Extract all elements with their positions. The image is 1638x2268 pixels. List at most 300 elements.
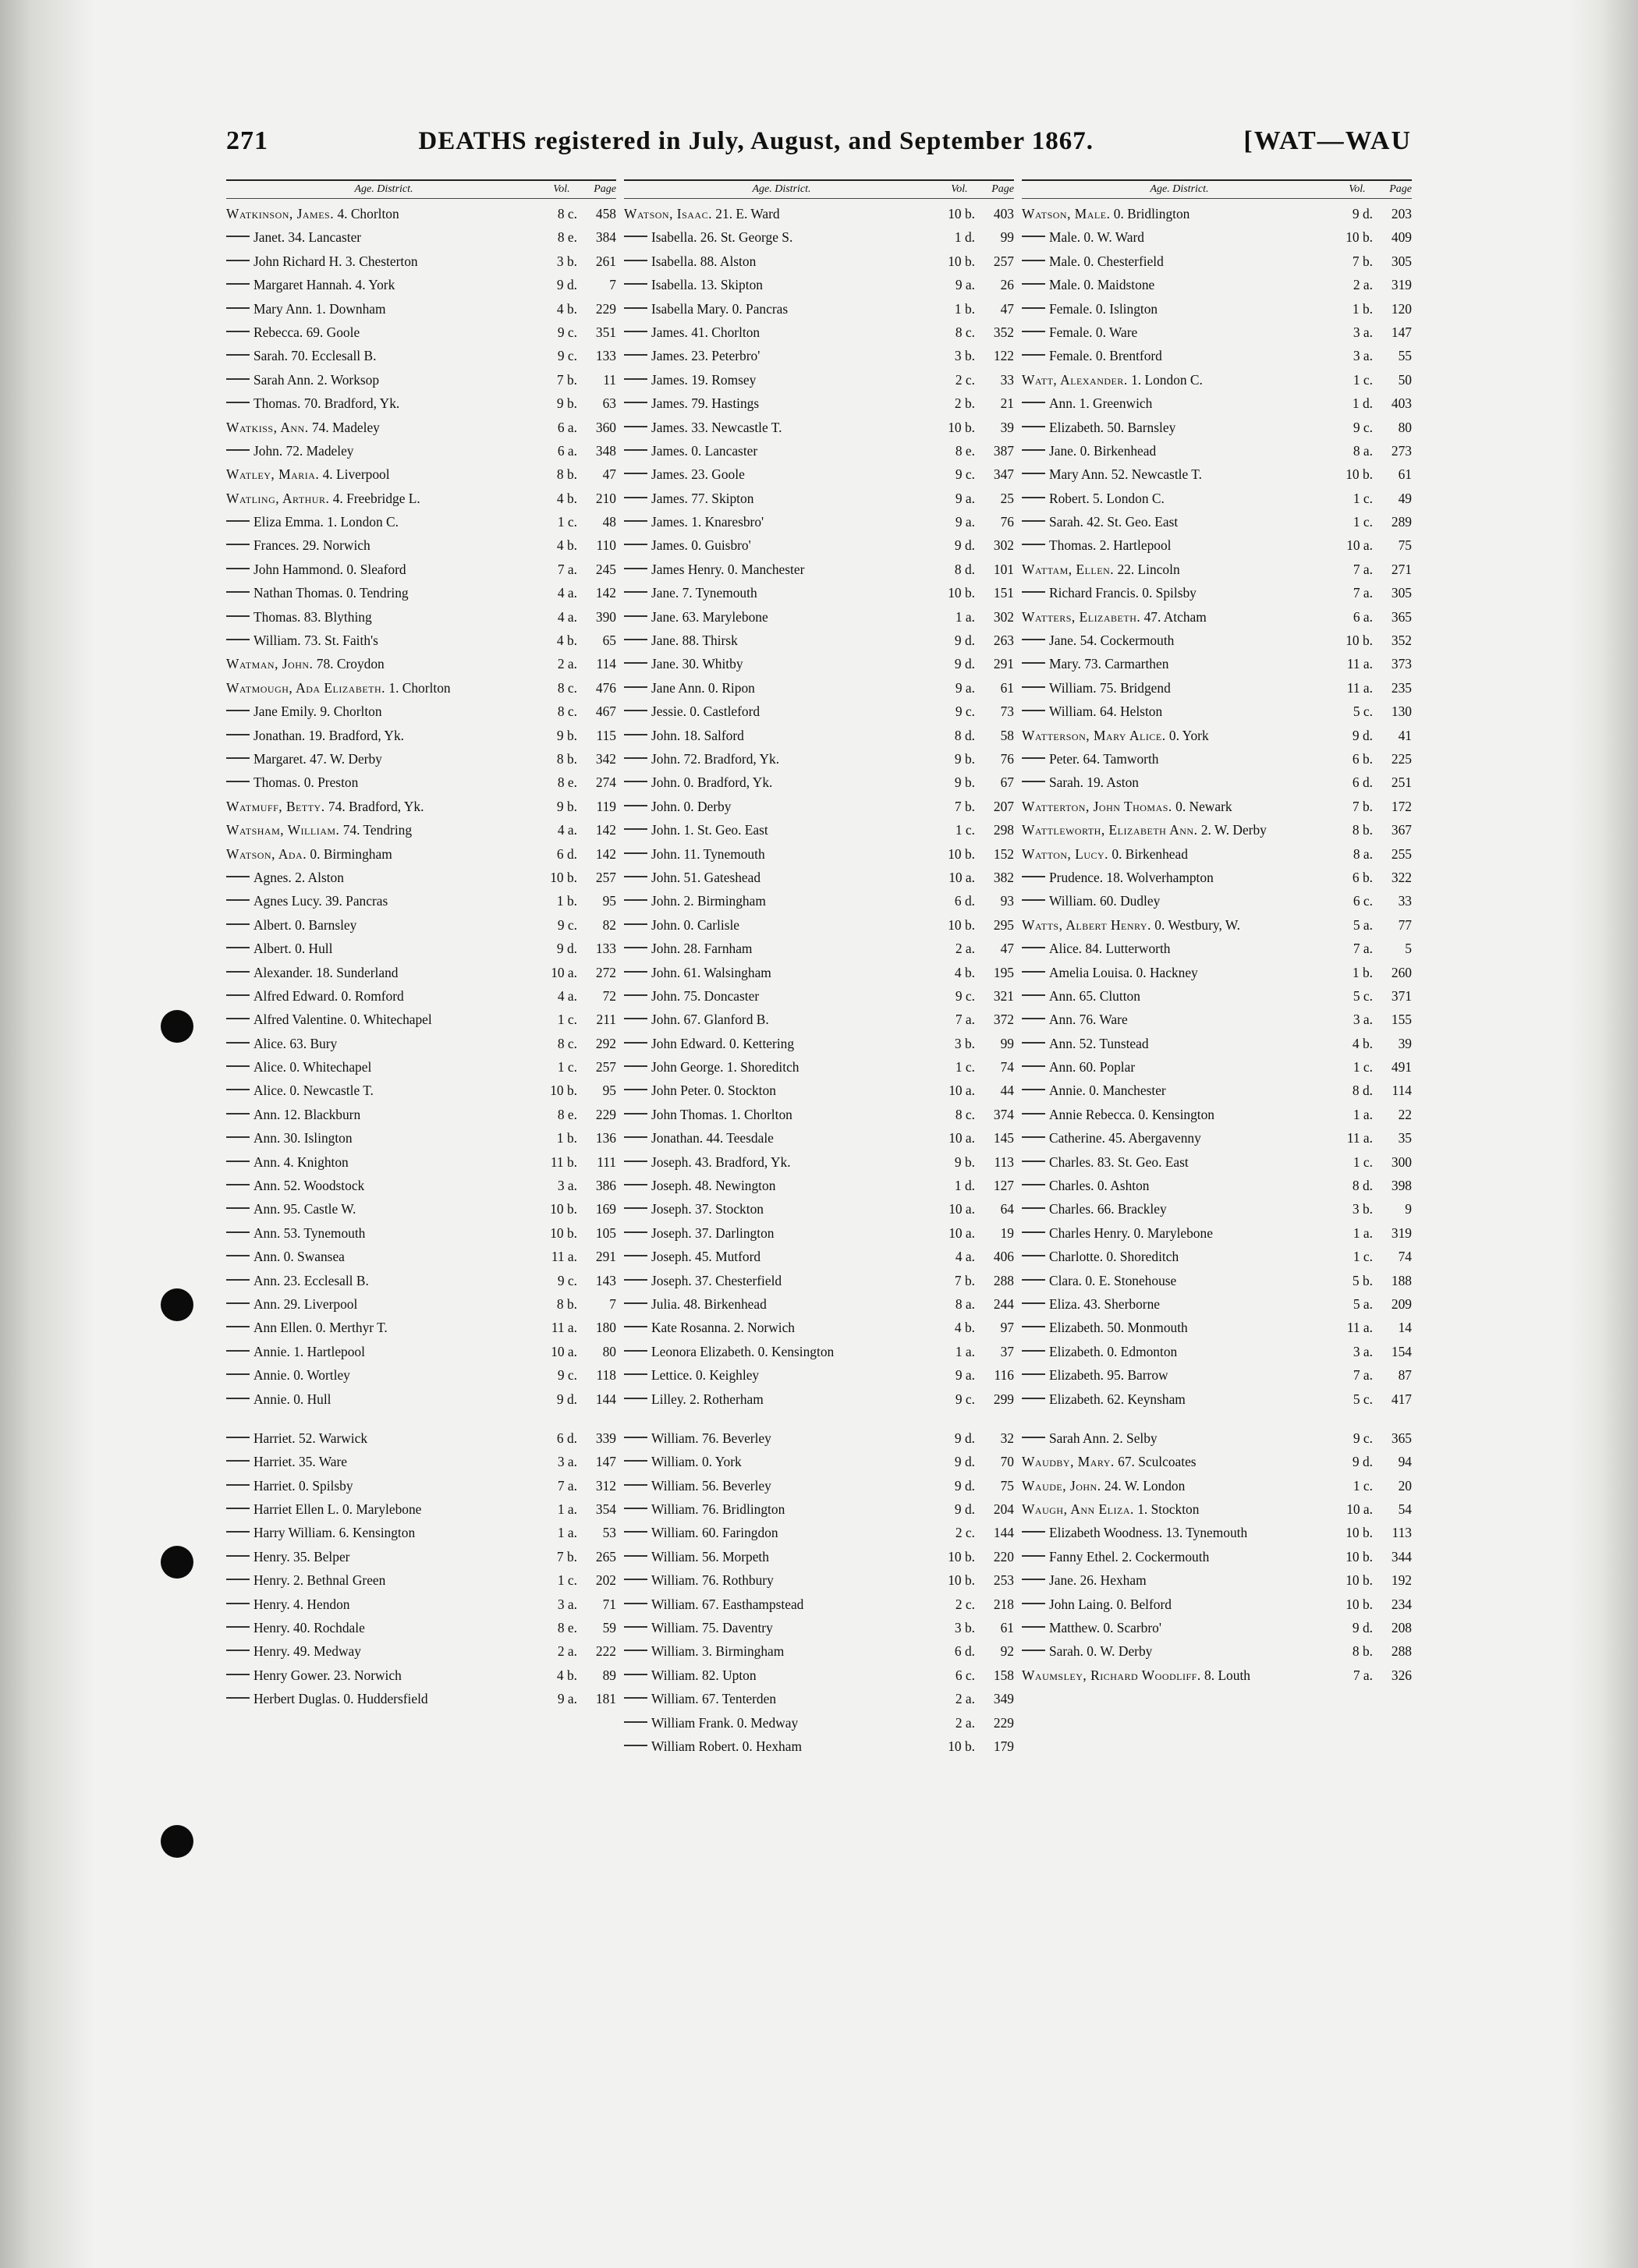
entry-surname: Waude, John. [1022, 1477, 1101, 1494]
register-entry [1022, 510, 1412, 533]
entry-volume: 3 b. [1352, 1201, 1373, 1217]
entry-name [624, 321, 934, 344]
entry-page: 365 [1391, 608, 1412, 625]
entry-name [226, 1055, 537, 1079]
entry-page: 229 [595, 1106, 616, 1122]
entry-detail: Charles. 0. Ashton [1049, 1178, 1150, 1194]
ditto-dash [624, 1460, 647, 1462]
entry-volume: 9 c. [557, 1272, 577, 1288]
register-entry [1022, 1197, 1412, 1221]
ditto-dash [624, 236, 647, 237]
ditto-dash [1022, 307, 1045, 309]
entry-name [1022, 225, 1332, 249]
entry-page: 347 [993, 466, 1014, 483]
register-entry [1022, 1593, 1412, 1616]
entry-page: 142 [595, 845, 616, 862]
register-entry [624, 1103, 1014, 1126]
entry-name [1022, 1316, 1332, 1339]
entries-top [226, 202, 616, 1411]
entry-page: 367 [1391, 822, 1412, 838]
entry-name [1022, 1292, 1332, 1316]
entry-name [624, 1568, 934, 1592]
entry-detail: William. 60. Dudley [1049, 893, 1161, 909]
entry-volume: 6 c. [1353, 893, 1373, 909]
ditto-dash [1022, 449, 1045, 451]
entry-page: 61 [1398, 466, 1412, 483]
entry-detail: John. 0. Carlisle [651, 916, 740, 933]
entry-name [1022, 1521, 1332, 1544]
ditto-dash [624, 1437, 647, 1438]
register-entry [226, 1150, 616, 1174]
entry-volume: 10 a. [1346, 537, 1373, 554]
entry-page: 211 [596, 1012, 616, 1028]
omitted-entries [226, 1411, 616, 1426]
register-entry [1022, 487, 1412, 510]
column-header: Age. District. Vol. Page [624, 179, 1014, 199]
register-entry [226, 533, 616, 557]
ditto-dash [1022, 1065, 1045, 1067]
entry-name [226, 1269, 537, 1292]
entry-page: 50 [1398, 371, 1412, 388]
entry-name [1022, 202, 1332, 225]
entry-volume: 3 a. [1353, 1343, 1373, 1359]
entry-volume: 9 b. [954, 750, 975, 767]
register-entry [624, 1174, 1014, 1197]
entry-surname: Watsham, William. [226, 822, 340, 838]
entry-name [226, 984, 537, 1008]
ditto-dash [1022, 876, 1045, 877]
entry-detail: Eliza. 43. Sherborne [1049, 1295, 1160, 1312]
entry-page: 118 [596, 1367, 616, 1384]
entry-name [226, 1316, 537, 1339]
entry-name [624, 984, 934, 1008]
entry-detail: Lilley. 2. Rotherham [651, 1391, 764, 1407]
register-entry [1022, 1639, 1412, 1663]
entry-name [226, 368, 537, 392]
entry-page: 143 [595, 1272, 616, 1288]
entry-detail: Rebecca. 69. Goole [254, 324, 360, 340]
ditto-dash [624, 1650, 647, 1651]
ditto-dash [226, 568, 250, 569]
entry-page: 116 [994, 1367, 1014, 1384]
register-entry [624, 1079, 1014, 1102]
register-entry [1022, 321, 1412, 344]
register-entry [1022, 629, 1412, 652]
ditto-dash [1022, 520, 1045, 522]
ditto-dash [226, 971, 250, 973]
entry-name [226, 1545, 537, 1568]
entry-surname: Watkiss, Ann. [226, 419, 309, 435]
register-entry [226, 652, 616, 675]
entry-volume: 10 b. [948, 845, 975, 862]
entry-name [624, 818, 934, 842]
entry-name [624, 1197, 934, 1221]
entry-page: 136 [595, 1130, 616, 1146]
register-entry [1022, 1497, 1412, 1521]
register-entry [624, 510, 1014, 533]
entry-volume: 1 d. [954, 229, 975, 246]
entry-page: 458 [595, 206, 616, 221]
ditto-dash [624, 710, 647, 711]
entry-volume: 9 d. [954, 633, 975, 649]
entry-page: 61 [1000, 679, 1014, 696]
ditto-dash [1022, 686, 1045, 688]
entry-page: 22 [1398, 1106, 1412, 1122]
entry-volume: 1 a. [1353, 1224, 1373, 1241]
entry-volume: 9 c. [955, 987, 975, 1004]
entry-volume: 7 a. [557, 1477, 577, 1494]
entry-detail: Alice. 84. Lutterworth [1049, 941, 1171, 957]
entry-detail: Sarah Ann. 2. Selby [1049, 1430, 1158, 1446]
register-entry [624, 581, 1014, 604]
ditto-dash [226, 1018, 250, 1019]
register-entry [226, 700, 616, 723]
entry-surname: Watt, Alexander. [1022, 371, 1128, 388]
register-entry [226, 439, 616, 462]
entry-page: 229 [595, 300, 616, 317]
register-entry [226, 273, 616, 296]
ditto-dash [226, 307, 250, 309]
entry-detail: Albert. 0. Barnsley [254, 916, 357, 933]
ditto-dash [624, 1113, 647, 1115]
ditto-dash [226, 1398, 250, 1399]
entry-volume: 9 a. [955, 277, 975, 293]
register-entry [226, 747, 616, 771]
entry-name [226, 250, 537, 273]
entry-detail: Henry Gower. 23. Norwich [254, 1667, 402, 1683]
entry-name [1022, 676, 1332, 700]
entry-name [624, 700, 934, 723]
entry-volume: 2 c. [955, 1525, 975, 1541]
entry-volume: 10 b. [948, 206, 975, 221]
ditto-dash [226, 1626, 250, 1628]
entry-volume: 1 a. [557, 1501, 577, 1518]
entry-page: 257 [595, 869, 616, 885]
entry-volume: 11 a. [1346, 679, 1373, 696]
entry-page: 382 [993, 869, 1014, 885]
entries-top [624, 202, 1014, 1411]
ditto-dash [1022, 473, 1045, 474]
entry-detail: John. 61. Walsingham [651, 964, 771, 980]
entry-detail: 1. London C. [1131, 371, 1203, 388]
register-entry [1022, 439, 1412, 462]
entry-name [1022, 462, 1332, 486]
entry-name [226, 1521, 537, 1544]
entry-volume: 4 b. [954, 964, 975, 980]
register-entry [1022, 392, 1412, 415]
entry-detail: Joseph. 45. Mutford [651, 1249, 761, 1265]
ditto-dash [1022, 994, 1045, 996]
entry-volume: 3 a. [557, 1454, 577, 1470]
ditto-dash [226, 1207, 250, 1209]
entry-name [624, 1450, 934, 1473]
register-entry [624, 1735, 1014, 1758]
register-entry [1022, 462, 1412, 486]
entry-volume: 7 a. [557, 561, 577, 577]
register-entry [1022, 1474, 1412, 1497]
entry-volume: 8 b. [1352, 1643, 1373, 1660]
entry-detail: Lettice. 0. Keighley [651, 1367, 760, 1384]
ditto-dash [1022, 947, 1045, 948]
entry-detail: 0. York [1168, 727, 1209, 743]
entry-detail: Mary Ann. 1. Downham [254, 300, 386, 317]
entry-name [226, 392, 537, 415]
entry-volume: 1 c. [1353, 371, 1373, 388]
ditto-dash [624, 1231, 647, 1233]
entry-detail: Annie. 1. Hartlepool [254, 1343, 365, 1359]
register-entry [226, 1221, 616, 1245]
ditto-dash [1022, 1579, 1045, 1580]
ditto-dash [624, 402, 647, 403]
entry-name [624, 866, 934, 889]
register-entry [226, 1103, 616, 1126]
ditto-dash [624, 1255, 647, 1256]
entry-volume: 3 b. [954, 1620, 975, 1636]
entry-surname: Watling, Arthur. [226, 490, 330, 506]
column-3 [1022, 179, 1412, 2207]
entry-name [226, 1687, 537, 1710]
entry-detail: Isabella Mary. 0. Pancras [651, 300, 789, 317]
register-entry [226, 1497, 616, 1521]
entry-volume: 10 b. [948, 419, 975, 435]
entry-name [624, 937, 934, 960]
ditto-dash [624, 1626, 647, 1628]
entry-page: 72 [602, 987, 616, 1004]
entry-name [226, 273, 537, 296]
entry-page: 188 [1391, 1272, 1412, 1288]
entry-surname: Watmuff, Betty. [226, 798, 325, 814]
entry-detail: Ann. 52. Woodstock [254, 1178, 365, 1194]
entry-volume: 1 c. [1353, 490, 1373, 506]
entry-volume: 10 b. [1346, 1548, 1373, 1565]
entry-name [624, 416, 934, 439]
entry-page: 49 [1398, 490, 1412, 506]
register-entry [226, 344, 616, 367]
ditto-dash [624, 1279, 647, 1281]
register-entry [1022, 1245, 1412, 1268]
entry-page: 142 [595, 585, 616, 601]
entry-detail: 74. Bradford, Yk. [328, 798, 424, 814]
register-entry [1022, 724, 1412, 747]
entry-volume: 7 a. [1353, 1367, 1373, 1384]
entry-detail: 0. Bridlington [1113, 206, 1190, 221]
ditto-dash [624, 307, 647, 309]
scan-edge-right [1568, 0, 1638, 2268]
entry-volume: 9 c. [1353, 1430, 1373, 1446]
ditto-dash [1022, 1603, 1045, 1604]
register-entry [624, 629, 1014, 652]
entry-name [624, 1711, 934, 1735]
entry-page: 99 [1000, 1035, 1014, 1051]
entry-detail: Albert. 0. Hull [254, 941, 333, 957]
register-entry [624, 1055, 1014, 1079]
entry-page: 344 [1391, 1548, 1412, 1565]
entry-detail: Annie. 0. Hull [254, 1391, 332, 1407]
entry-name [226, 533, 537, 557]
entry-volume: 9 d. [1352, 727, 1373, 743]
entry-volume: 4 a. [557, 585, 577, 601]
register-entry [226, 1426, 616, 1450]
entry-page: 289 [1391, 514, 1412, 530]
entry-page: 302 [993, 537, 1014, 554]
register-entry [1022, 297, 1412, 321]
entry-detail: Jane. 7. Tynemouth [651, 585, 757, 601]
register-entry [624, 558, 1014, 581]
entry-volume: 9 d. [954, 1454, 975, 1470]
ditto-dash [226, 1555, 250, 1557]
ditto-dash [1022, 1255, 1045, 1256]
entry-volume: 10 a. [948, 1201, 975, 1217]
entry-page: 302 [993, 608, 1014, 625]
entry-detail: Kate Rosanna. 2. Norwich [651, 1320, 796, 1336]
entry-page: 373 [1391, 656, 1412, 672]
register-entry [1022, 1032, 1412, 1055]
entry-detail: 4. Liverpool [322, 466, 390, 483]
omitted-entries [624, 1411, 1014, 1426]
entry-page: 406 [993, 1249, 1014, 1265]
entry-volume: 4 a. [557, 608, 577, 625]
entry-page: 67 [1000, 774, 1014, 791]
entry-page: 47 [1000, 941, 1014, 957]
entry-volume: 6 d. [1352, 774, 1373, 791]
register-entry [624, 1664, 1014, 1687]
ditto-dash [1022, 544, 1045, 545]
entry-volume: 9 d. [556, 277, 577, 293]
register-entry [624, 1008, 1014, 1031]
entry-detail: Joseph. 37. Darlington [651, 1224, 775, 1241]
entry-page: 26 [1000, 277, 1014, 293]
entry-volume: 9 d. [954, 537, 975, 554]
entry-page: 75 [1000, 1477, 1014, 1494]
entry-page: 172 [1391, 798, 1412, 814]
register-entry [1022, 605, 1412, 629]
entry-page: 476 [595, 679, 616, 696]
ditto-dash [624, 1089, 647, 1090]
register-entry [1022, 652, 1412, 675]
ditto-dash [226, 331, 250, 332]
entry-volume: 4 b. [1352, 1035, 1373, 1051]
entry-volume: 6 a. [557, 442, 577, 459]
entry-name [1022, 1387, 1332, 1411]
entry-detail: Harriet. 35. Ware [254, 1454, 347, 1470]
entry-page: 179 [993, 1738, 1014, 1754]
entry-page: 11 [603, 371, 616, 388]
entry-name [624, 1387, 934, 1411]
register-entry [624, 1340, 1014, 1363]
register-entry [624, 1593, 1014, 1616]
entry-page: 180 [595, 1320, 616, 1336]
register-entry [624, 368, 1014, 392]
entry-detail: Jane Emily. 9. Chorlton [254, 703, 382, 720]
ditto-dash [1022, 1113, 1045, 1115]
entry-volume: 4 b. [954, 1320, 975, 1336]
register-entry [226, 866, 616, 889]
register-entry [1022, 1126, 1412, 1150]
entry-surname: Wattam, Ellen. [1022, 561, 1115, 577]
entry-name [624, 1126, 934, 1150]
entry-volume: 5 b. [1352, 1272, 1373, 1288]
entry-detail: Ann. 76. Ware [1049, 1012, 1128, 1028]
entry-name [1022, 558, 1332, 581]
entry-page: 71 [602, 1596, 616, 1612]
entry-volume: 9 a. [955, 490, 975, 506]
ditto-dash [1022, 354, 1045, 356]
entry-name [624, 1340, 934, 1363]
entry-detail: Alexander. 18. Sunderland [254, 964, 399, 980]
entry-page: 202 [595, 1572, 616, 1589]
entry-surname: Watton, Lucy. [1022, 845, 1109, 862]
register-entry [226, 1316, 616, 1339]
entry-name [1022, 629, 1332, 652]
entry-volume: 2 a. [955, 1714, 975, 1731]
entry-detail: Matthew. 0. Scarbro' [1049, 1620, 1161, 1636]
ditto-dash [226, 520, 250, 522]
entry-page: 61 [1000, 1620, 1014, 1636]
entry-name [226, 558, 537, 581]
register-entry [1022, 202, 1412, 225]
register-entry [226, 1521, 616, 1544]
ditto-dash [1022, 662, 1045, 664]
entry-volume: 4 b. [556, 490, 577, 506]
register-entry [624, 1032, 1014, 1055]
ditto-dash [1022, 402, 1045, 403]
ditto-dash [624, 1555, 647, 1557]
entry-name [1022, 1269, 1332, 1292]
register-entry [1022, 533, 1412, 557]
ditto-dash [226, 1113, 250, 1115]
entry-volume: 9 d. [556, 1391, 577, 1407]
entry-detail: Ann. 4. Knighton [254, 1153, 349, 1170]
entry-name [1022, 795, 1332, 818]
entry-page: 354 [595, 1501, 616, 1518]
entry-page: 101 [993, 561, 1014, 577]
ditto-dash [1022, 1042, 1045, 1044]
entry-volume: 9 c. [955, 1391, 975, 1407]
entry-detail: Joseph. 37. Stockton [651, 1201, 764, 1217]
ditto-dash [624, 734, 647, 735]
ditto-dash [226, 1089, 250, 1090]
ditto-dash [624, 1508, 647, 1509]
entry-detail: 47. Atcham [1143, 608, 1207, 625]
register-entry [624, 961, 1014, 984]
entry-name [226, 961, 537, 984]
entry-surname: Waugh, Ann Eliza. [1022, 1501, 1134, 1518]
register-entry [624, 1150, 1014, 1174]
entry-detail: 0. Newark [1175, 798, 1232, 814]
entry-volume: 6 d. [556, 1430, 577, 1446]
entry-name [1022, 818, 1332, 842]
entry-detail: Henry. 40. Rochdale [254, 1620, 365, 1636]
entry-name [624, 297, 934, 321]
entry-detail: John Richard H. 3. Chesterton [254, 253, 418, 269]
entry-detail: Richard Francis. 0. Spilsby [1049, 585, 1197, 601]
register-entry [226, 202, 616, 225]
entry-page: 195 [993, 964, 1014, 980]
entry-name [226, 913, 537, 937]
register-entry [624, 1197, 1014, 1221]
column-1 [226, 179, 616, 2207]
ditto-dash [624, 1065, 647, 1067]
entry-detail: Jane Ann. 0. Ripon [651, 679, 755, 696]
entry-detail: Robert. 5. London C. [1049, 490, 1165, 506]
entry-name [226, 724, 537, 747]
entry-page: 144 [595, 1391, 616, 1407]
entry-volume: 1 c. [1353, 1059, 1373, 1076]
entry-volume: 5 c. [1353, 987, 1373, 1004]
entry-page: 374 [993, 1106, 1014, 1122]
entry-page: 32 [1000, 1430, 1014, 1446]
entry-detail: Ann Ellen. 0. Merthyr T. [254, 1320, 388, 1336]
